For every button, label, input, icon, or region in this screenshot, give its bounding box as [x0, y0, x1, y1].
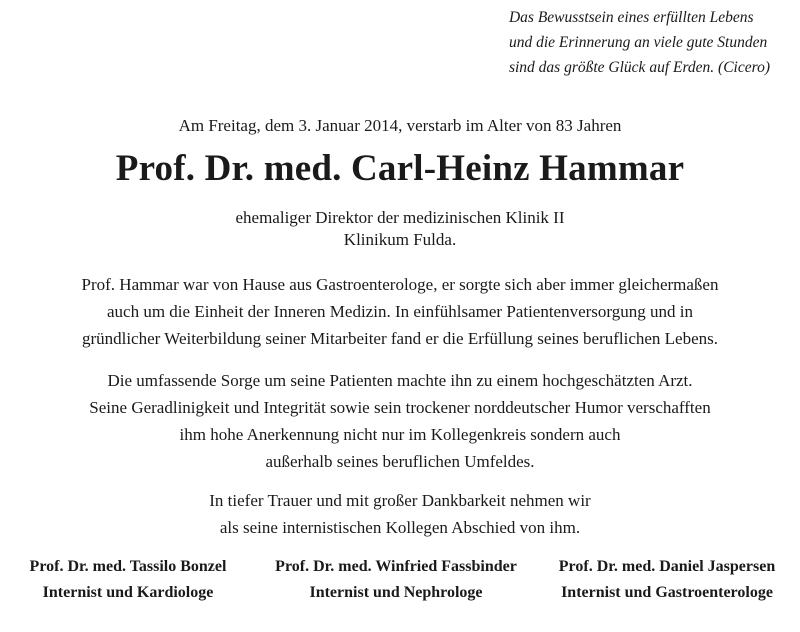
tribute-paragraph-career — [0, 271, 800, 352]
signer-title: Internist und Kardiologe — [42, 584, 214, 601]
death-announcement: Am Freitag, dem 3. Januar 2014, verstarb im Alter von 83 Jahren — [178, 116, 622, 135]
signer-jaspersen — [540, 554, 794, 606]
signer-fassbinder — [258, 554, 534, 606]
paragraph-line: Prof. Hammar war von Hause aus Gastroenterologe, er sorgte sich aber immer gleichermaßen — [81, 275, 719, 294]
quote-line: sind das größte Glück auf Erden. (Cicero) — [508, 59, 770, 76]
cicero-quote — [509, 5, 770, 80]
tribute-paragraph-character — [0, 367, 800, 475]
paragraph-line: als seine internistischen Kollegen Abschied von ihm. — [219, 518, 581, 537]
position-line: Klinikum Fulda. — [343, 230, 457, 249]
paragraph-line: auch um die Einheit der Inneren Medizin. In einfühlsamer Patientenversorgung und in — [106, 302, 694, 321]
signatories — [0, 554, 800, 614]
paragraph-line: Die umfassende Sorge um seine Patienten machte ihn zu einem hochgeschätzten Arzt. — [107, 371, 693, 390]
quote-line: Das Bewusstsein eines erfüllten Lebens — [508, 9, 754, 26]
paragraph-line: Seine Geradlinigkeit und Integrität sowie sein trockener norddeutscher Humor verschafften — [89, 398, 711, 417]
signer-bonzel — [4, 554, 252, 606]
signer-title: Internist und Gastroenterologe — [561, 584, 773, 601]
paragraph-line: ihm hohe Anerkennung nicht nur im Kollegenkreis sondern auch — [179, 425, 621, 444]
paragraph-line: In tiefer Trauer und mit großer Dankbarkeit nehmen wir — [209, 491, 591, 510]
former-position — [0, 207, 800, 251]
deceased-name: Prof. Dr. med. Carl-Heinz Hammar — [115, 148, 685, 189]
paragraph-line: gründlicher Weiterbildung seiner Mitarbeiter fand er die Erfüllung seines beruflichen Lebens. — [81, 329, 719, 348]
farewell-paragraph — [0, 487, 800, 541]
paragraph-line: außerhalb seines beruflichen Umfeldes. — [265, 452, 535, 471]
quote-line: und die Erinnerung an viele gute Stunden — [508, 34, 768, 51]
signer-name: Prof. Dr. med. Tassilo Bonzel — [29, 558, 227, 575]
position-line: ehemaliger Direktor der medizinischen Klinik II — [235, 208, 565, 227]
signer-name: Prof. Dr. med. Daniel Jaspersen — [558, 558, 776, 575]
signer-name: Prof. Dr. med. Winfried Fassbinder — [275, 558, 517, 575]
signer-title: Internist und Nephrologe — [309, 584, 483, 601]
